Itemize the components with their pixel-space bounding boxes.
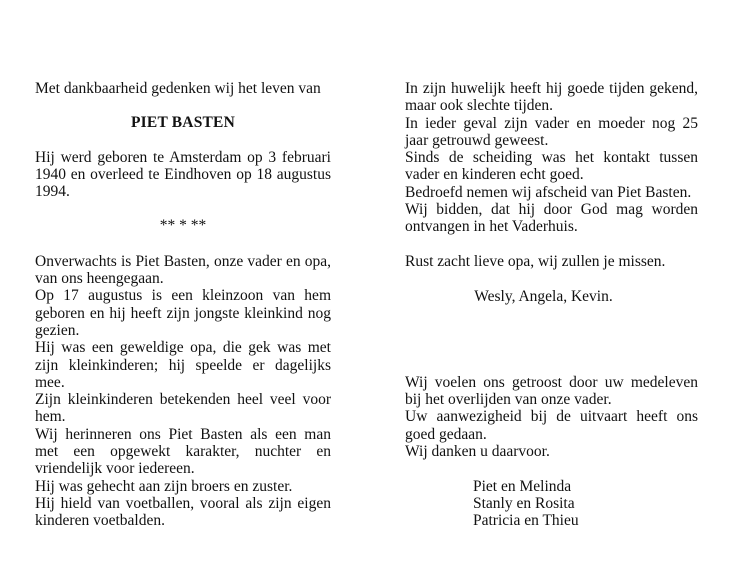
paragraph: In ieder geval zijn vader en moeder nog 25 jaar getrouwd geweest. [405, 114, 698, 149]
paragraph: Hij was gehecht aan zijn broers en zuster. [35, 477, 293, 495]
paragraph: Zijn kleinkinderen betekenden heel veel voor hem. [35, 391, 331, 426]
signature-line: Piet en Melinda [473, 477, 572, 495]
grandchildren-names: Wesly, Angela, Kevin. [474, 287, 613, 305]
spacer [405, 236, 698, 253]
paragraph: Wij herinneren ons Piet Basten als een man met een opgewekt karakter, nuchter en vriendelijk voor iedereen. [35, 425, 331, 478]
stars-divider: ** * ** [159, 217, 207, 235]
paragraph: Onverwachts is Piet Basten, onze vader en opa, van ons heengegaan. [35, 252, 331, 288]
spacer [405, 270, 698, 287]
thanks-text: Wij voelen ons getroost door uw medeleven bij het overlijden van onze vader. [405, 373, 698, 409]
paragraph: Bedroefd nemen wij afscheid van Piet Basten. [405, 183, 692, 201]
birth-death-text: Hij werd geboren te Amsterdam op 3 februari 1940 en overleed te Eindhoven op 18 augustus 1994. [35, 148, 331, 201]
left-column [35, 80, 331, 530]
deceased-name: PIET BASTEN [131, 114, 235, 132]
thanks-text: Wij danken u daarvoor. [405, 443, 550, 461]
spacer [405, 460, 698, 477]
paragraph: Op 17 augustus is een kleinzoon van hem geboren en hij heeft zijn jongste kleinkind nog gezien. [35, 287, 331, 339]
right-column [405, 80, 698, 530]
paragraph: In zijn huwelijk heeft hij goede tijden gekend, maar ook slechte tijden. [405, 80, 698, 115]
signatures [473, 478, 698, 530]
paragraph: Sinds de scheiding was het kontakt tussen vader en kinderen echt goed. [405, 149, 698, 184]
paragraph: Hij was een geweldige opa, die gek was met zijn kleinkinderen; hij speelde er dagelijks mee. [35, 339, 331, 391]
intro-text: Met dankbaarheid gedenken wij het leven van [35, 80, 321, 97]
farewell-text: Rust zacht lieve opa, wij zullen je missen. [405, 252, 666, 270]
signature-line: Patricia en Thieu [473, 512, 579, 530]
spacer [405, 305, 698, 374]
thanks-text: Uw aanwezigheid bij de uitvaart heeft ons goed gedaan. [405, 408, 698, 443]
paragraph: Wij bidden, dat hij door God mag worden ontvangen in het Vaderhuis. [405, 201, 698, 236]
signature-line: Stanly en Rosita [473, 494, 575, 512]
paragraph: Hij hield van voetballen, vooral als zijn eigen kinderen voetbalden. [35, 494, 331, 530]
